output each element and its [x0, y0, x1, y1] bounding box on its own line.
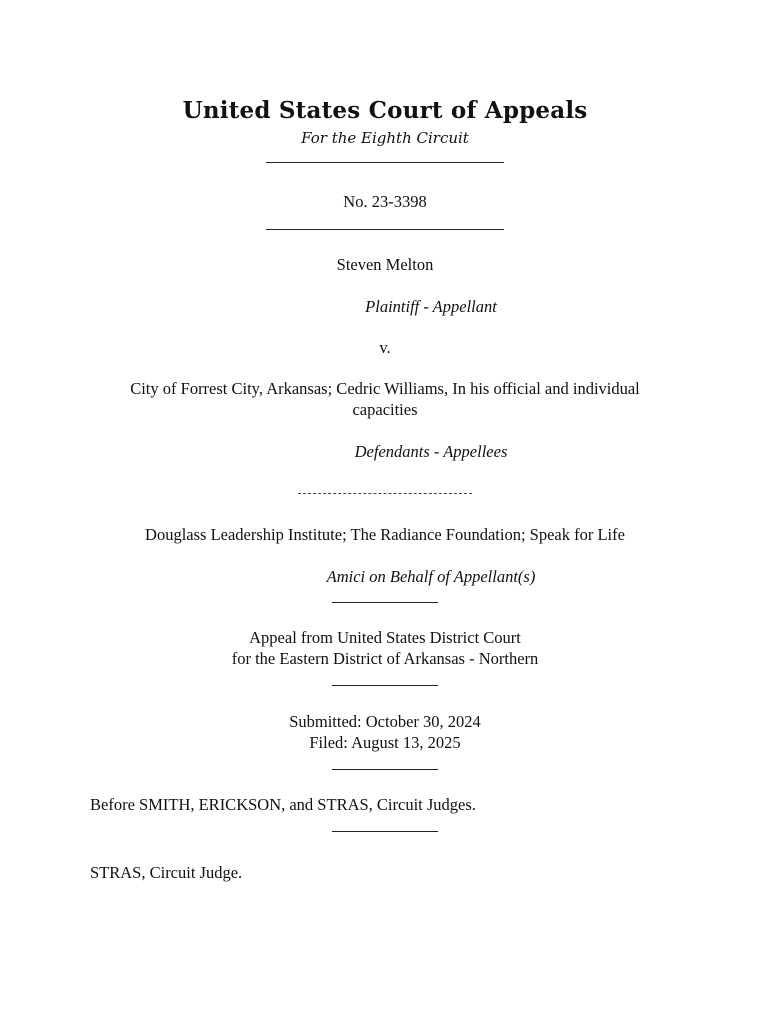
appellees-line-2: capacities [352, 400, 418, 419]
separator-rule [332, 831, 438, 832]
versus: v. [379, 338, 391, 357]
panel-judges: Before SMITH, ERICKSON, and STRAS, Circuit Judges. [90, 795, 476, 814]
case-number: No. 23-3398 [343, 192, 427, 211]
appeal-line-2: for the Eastern District of Arkansas - Northern [231, 649, 539, 668]
dashed-separator [298, 493, 472, 494]
separator-rule [332, 769, 438, 770]
appellant-name: Steven Melton [336, 255, 434, 274]
opinion-author: STRAS, Circuit Judge. [90, 863, 243, 882]
separator-rule [332, 602, 438, 603]
separator-rule [266, 229, 504, 230]
amici-role: Amici on Behalf of Appellant(s) [326, 567, 536, 586]
submitted-date: Submitted: October 30, 2024 [289, 712, 481, 731]
appellees-role: Defendants - Appellees [354, 442, 508, 461]
filed-date: Filed: August 13, 2025 [309, 733, 461, 752]
appeal-line-1: Appeal from United States District Court [249, 628, 521, 647]
court-name: United States Court of Appeals [182, 97, 588, 124]
amici-names: Douglass Leadership Institute; The Radiance Foundation; Speak for Life [145, 525, 625, 544]
separator-rule [266, 162, 504, 163]
appellees-line-1: City of Forrest City, Arkansas; Cedric Williams, In his official and individual [130, 379, 640, 398]
separator-rule [332, 685, 438, 686]
circuit-name: For the Eighth Circuit [301, 129, 469, 147]
appellant-role: Plaintiff - Appellant [365, 297, 497, 316]
